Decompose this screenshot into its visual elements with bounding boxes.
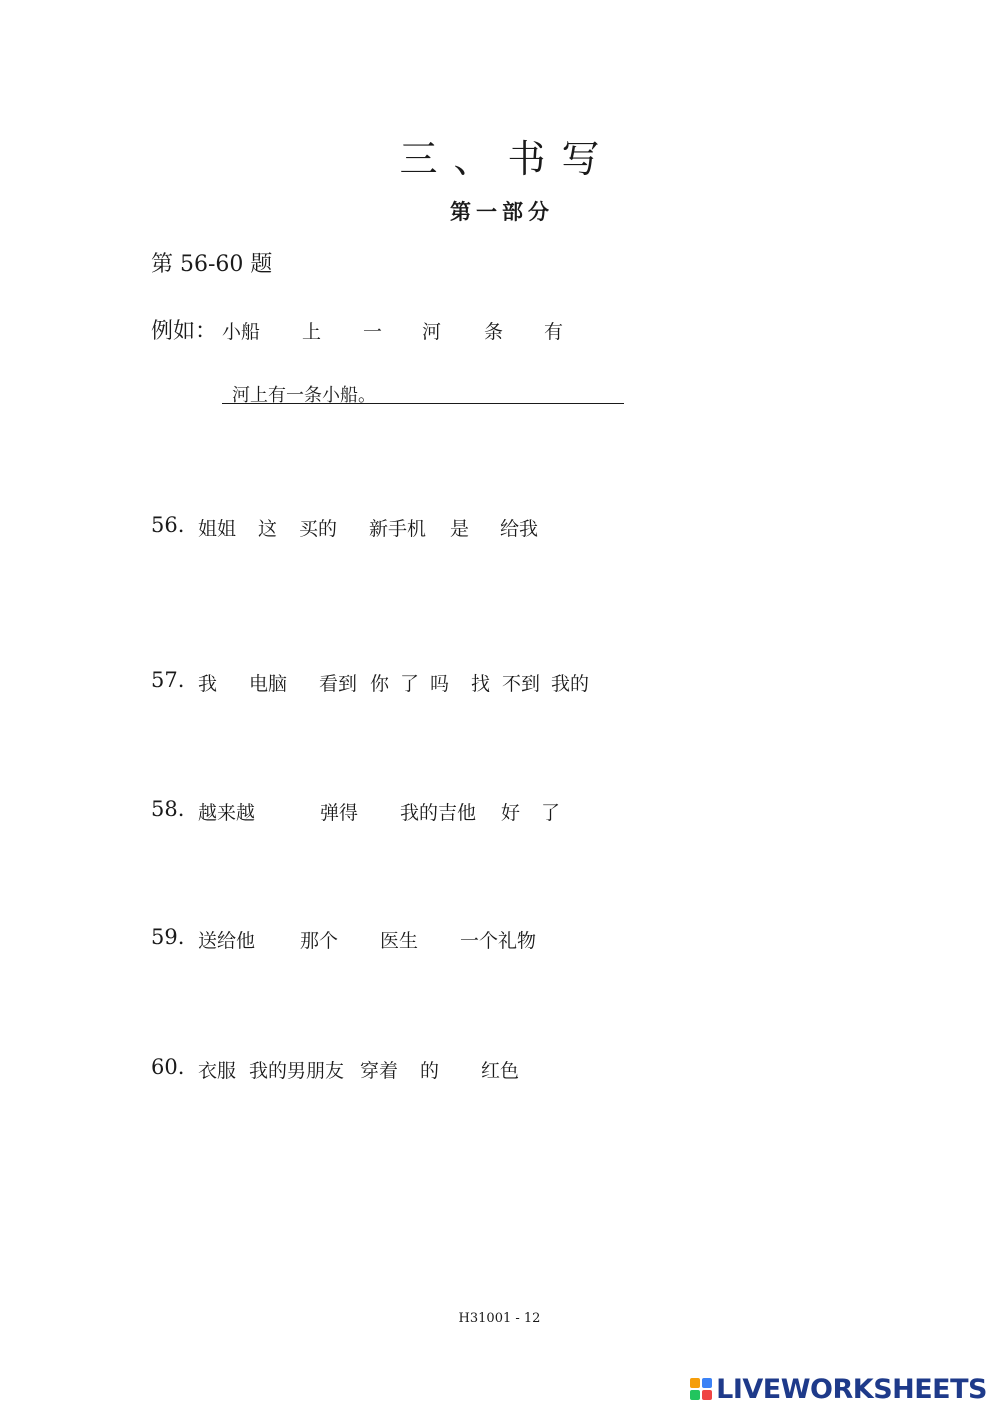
- word-tile: 新手机: [369, 518, 427, 540]
- word-tile: 是: [450, 518, 470, 540]
- word-tile: 这: [258, 518, 278, 540]
- question-number: 59.: [151, 925, 185, 949]
- logo-text: LIVEWORKSHEETS: [716, 1373, 987, 1405]
- example-word: 河: [422, 321, 442, 343]
- question-number: 58.: [151, 797, 185, 821]
- example-word: 条: [484, 321, 504, 343]
- word-tile: 我的吉他: [400, 802, 477, 824]
- word-tile: 买的: [299, 518, 338, 540]
- logo-blocks-icon: [690, 1378, 712, 1400]
- example-word: 一: [363, 321, 383, 343]
- word-tile: 你: [370, 673, 390, 695]
- liveworksheets-logo[interactable]: [690, 1373, 987, 1405]
- word-tile: 吗: [430, 673, 450, 695]
- example-word: 有: [544, 321, 564, 343]
- word-tile: 红色: [481, 1060, 520, 1082]
- page-footer: H31001 - 12: [458, 1311, 541, 1326]
- word-tile: 那个: [300, 930, 339, 952]
- word-tile: 看到: [319, 673, 358, 695]
- question-number: 56.: [151, 513, 185, 537]
- question-range: 第 56-60 题: [151, 252, 273, 277]
- example-word: 上: [302, 321, 322, 343]
- word-tile: 了: [541, 802, 561, 824]
- word-tile: 我的: [551, 673, 590, 695]
- word-tile: 给我: [500, 518, 539, 540]
- word-tile: 衣服: [198, 1060, 237, 1082]
- word-tile: 电脑: [249, 673, 288, 695]
- word-tile: 好: [501, 802, 521, 824]
- word-tile: 姐姐: [198, 518, 237, 540]
- example-label: 例如：: [151, 319, 218, 344]
- word-tile: 的: [420, 1060, 440, 1082]
- section-title: 三、书写: [399, 137, 616, 181]
- word-tile: 了: [400, 673, 420, 695]
- example-word: 小船: [222, 321, 261, 343]
- word-tile: 我: [198, 673, 218, 695]
- example-answer: 河上有一条小船。: [232, 385, 376, 406]
- word-tile: 弹得: [320, 802, 359, 824]
- question-number: 57.: [151, 668, 185, 692]
- word-tile: 一个礼物: [460, 930, 537, 952]
- word-tile: 送给他: [198, 930, 256, 952]
- word-tile: 医生: [380, 930, 419, 952]
- answer-line: [222, 403, 624, 404]
- question-number: 60.: [151, 1055, 185, 1079]
- word-tile: 不到: [502, 673, 541, 695]
- word-tile: 越来越: [198, 802, 256, 824]
- part-subtitle: 第一部分: [450, 200, 554, 224]
- word-tile: 穿着: [360, 1060, 399, 1082]
- word-tile: 我的男朋友: [249, 1060, 345, 1082]
- word-tile: 找: [471, 673, 491, 695]
